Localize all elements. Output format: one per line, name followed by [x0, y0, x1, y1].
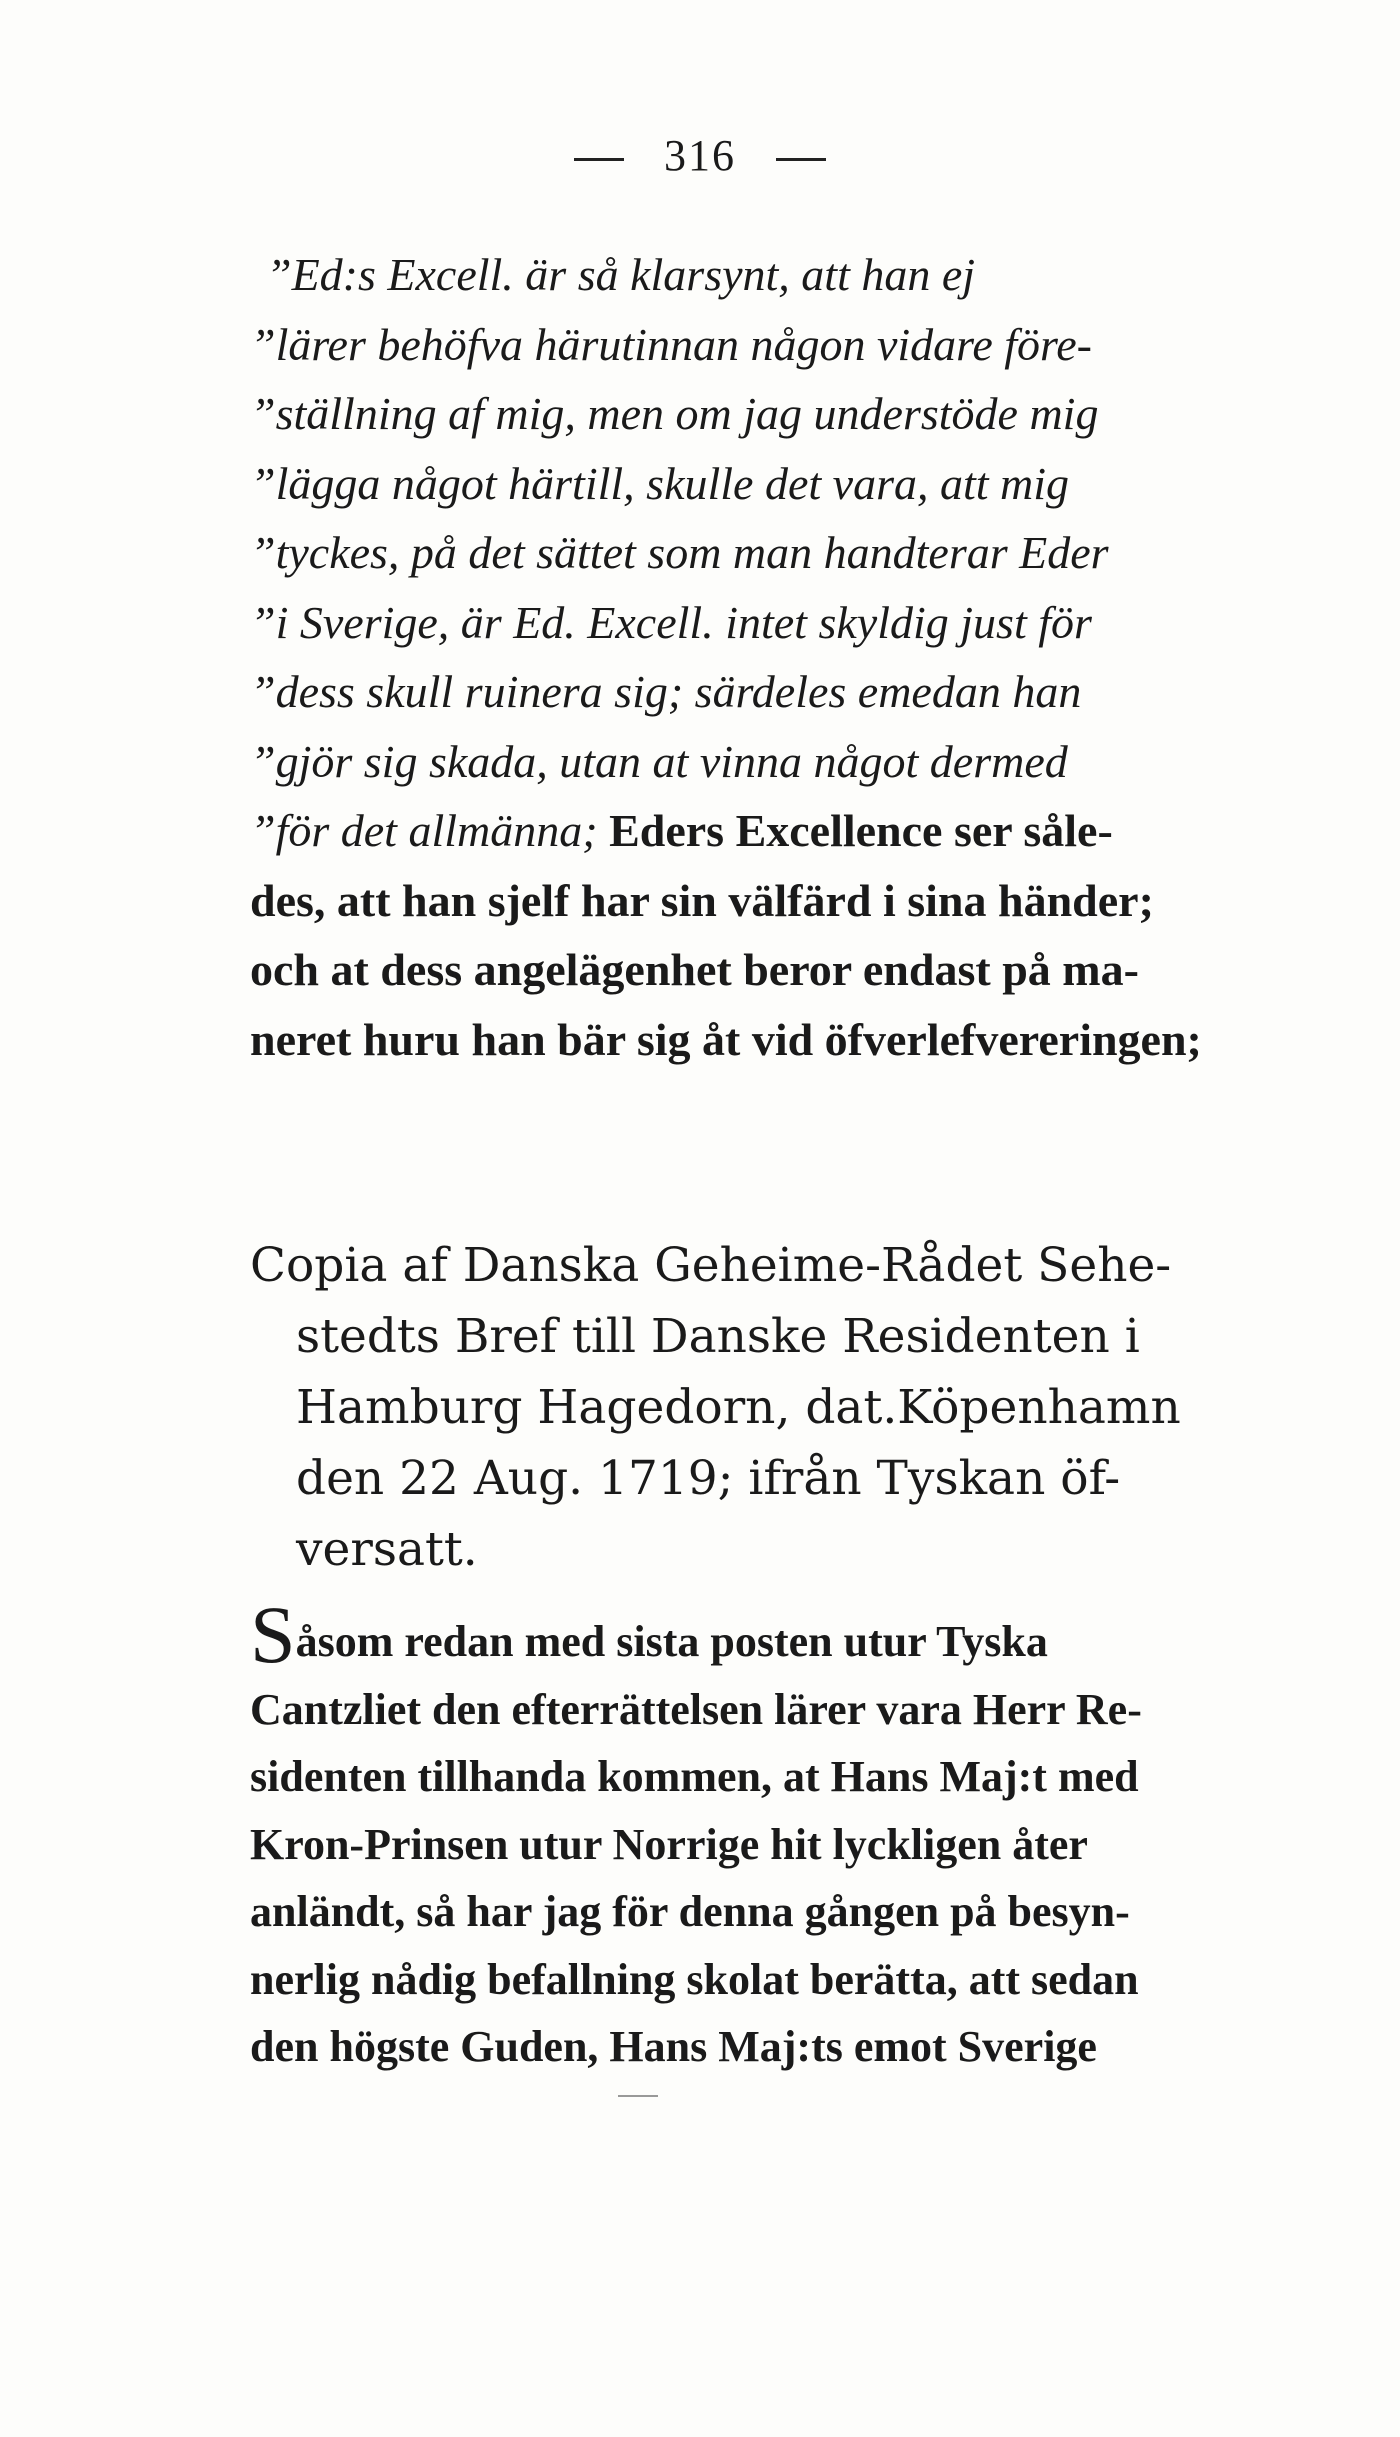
body-line-text: åsom redan med sista posten utur Tyska [295, 1617, 1048, 1666]
body-paragraph [250, 1589, 1265, 2081]
letter-line: ”gjör sig skada, utan at vinna något dermed [250, 735, 1068, 787]
body-line: Kron-Prinsen utur Norrige hit lyckligen åter [250, 1819, 1088, 1869]
heading-line: den 22 Aug. 1719; ifrån Tyskan öf- [296, 1451, 1121, 1506]
header-dash-left [574, 158, 624, 161]
letter-line: ”ställning af mig, men om jag understöde mig [250, 388, 1099, 439]
heading-line: Copia af Danska Geheime-Rådet Sehe- [250, 1238, 1172, 1293]
page-header [0, 130, 1400, 181]
body-line: Cantzliet den efterrättelsen lärer vara Herr Re- [250, 1684, 1142, 1734]
letter-quotation [250, 240, 1265, 1074]
drop-cap: S [250, 1589, 296, 1680]
section-heading [250, 1230, 1265, 1585]
letter-line: ”tyckes, på det sättet som man handterar Eder [250, 527, 1109, 578]
letter-line: des, att han sjelf har sin välfärd i sina händer; [250, 874, 1154, 926]
letter-line [250, 796, 1265, 866]
catchword-rule [618, 2095, 658, 2097]
heading-line: Hamburg Hagedorn, dat.Köpenhamn [296, 1380, 1181, 1435]
body-line: anländt, så har jag för denna gången på besyn- [250, 1887, 1130, 1936]
heading-line: stedts Bref till Danske Residenten i [296, 1309, 1140, 1364]
body-line: sidenten tillhanda kommen, at Hans Maj:t med [250, 1752, 1139, 1801]
letter-line: ”i Sverige, är Ed. Excell. intet skyldig just för [250, 596, 1092, 648]
heading-line: versatt. [296, 1522, 478, 1577]
page-number: 316 [664, 131, 736, 180]
body-line: den högste Guden, Hans Maj:ts emot Sverige [250, 2022, 1097, 2071]
header-dash-right [776, 158, 826, 161]
letter-line: och at dess angelägenhet beror endast på ma- [250, 944, 1139, 995]
letter-line: ”Ed:s Excell. är så klarsynt, att han ej [266, 249, 976, 300]
letter-line: ”lägga något härtill, skulle det vara, att mig [250, 457, 1070, 509]
letter-line: ”lärer behöfva härutinnan någon vidare före- [250, 318, 1092, 370]
letter-line: neret huru han bär sig åt vid öfverlefvereringen; [250, 1013, 1202, 1065]
letter-roman-segment: Eders Excellence ser såle- [597, 805, 1113, 856]
letter-italic-segment: ”för det allmänna; [250, 805, 598, 856]
letter-line: ”dess skull ruinera sig; särdeles emedan han [250, 666, 1082, 717]
body-line: nerlig nådig befallning skolat berätta, att sedan [250, 1954, 1139, 2004]
body-line [250, 1589, 1265, 1680]
